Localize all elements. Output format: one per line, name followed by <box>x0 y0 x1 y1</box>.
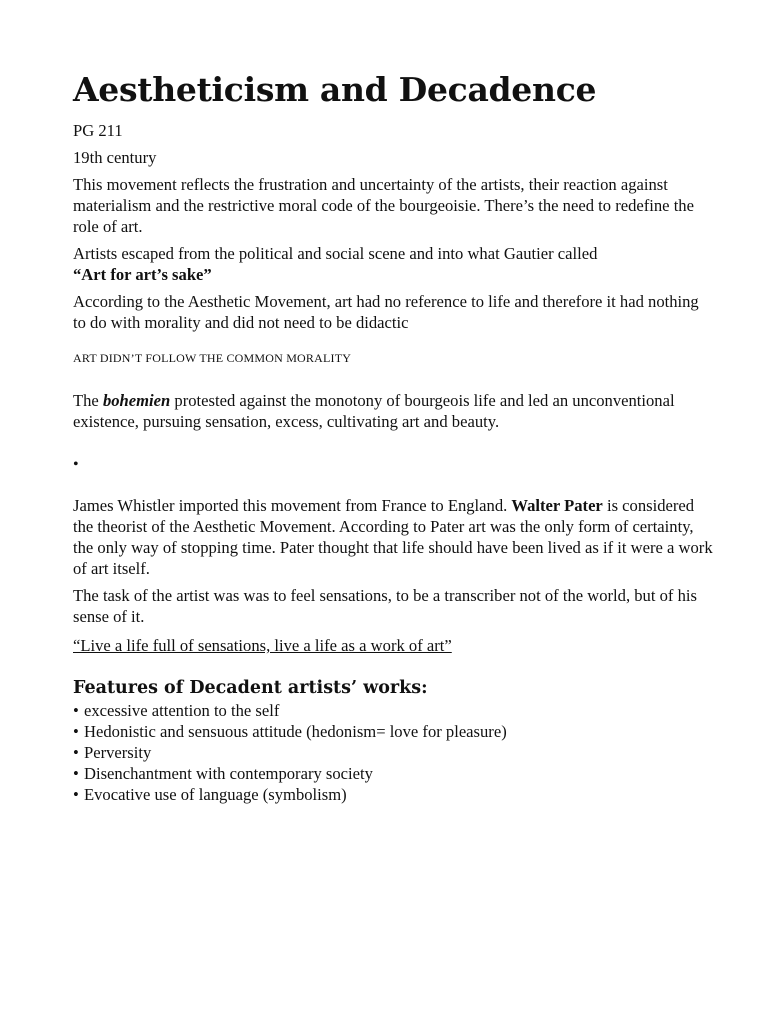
morality-paragraph: According to the Aesthetic Movement, art had no reference to life and therefore it had nothing to do with morality and did not need to be didactic <box>73 292 699 332</box>
walter-pater-name: Walter Pater <box>511 496 603 515</box>
bohemien-term: bohemien <box>102 391 171 410</box>
whistler-post: is considered the theorist of the Aesthetic Movement. According to Pater art was the only form of certainty, the only way of stopping time. Pater thought that life should have been lived as if it were a work of art itself. <box>73 496 713 578</box>
empty-bullet: • <box>73 456 79 473</box>
intro-paragraph: This movement reflects the frustration and uncertainty of the artists, their reaction against materialism and the restrictive moral code of the bourgeoisie. There’s the need to redefine the role of art. <box>73 175 694 236</box>
artist-task-paragraph: The task of the artist was was to feel sensations, to be a transcriber not of the world, but of his sense of it. <box>73 586 697 626</box>
morality-caps-line: ART DIDN’T FOLLOW THE COMMON MORALITY <box>73 351 352 365</box>
whistler-pre: James Whistler imported this movement from France to England. <box>73 496 512 515</box>
list-item: • excessive attention to the self <box>73 700 713 721</box>
document-page <box>73 70 713 805</box>
list-item: • Hedonistic and sensuous attitude (hedonism= love for pleasure) <box>73 721 713 742</box>
life-quote: “Live a life full of sensations, live a life as a work of art” <box>73 636 452 655</box>
list-item: • Disenchantment with contemporary society <box>73 763 713 784</box>
document-title: Aestheticism and Decadence <box>73 70 597 109</box>
bohemien-post: protested against the monotony of bourgeois life and led an unconventional existence, pursuing sensation, excess, cultivating art and beauty. <box>73 391 675 431</box>
art-for-arts-sake-quote: “Art for art’s sake” <box>73 265 212 284</box>
list-item: • Perversity <box>73 742 713 763</box>
whistler-paragraph <box>73 495 713 579</box>
gautier-text: Artists escaped from the political and social scene and into what Gautier called <box>73 244 598 263</box>
features-heading: Features of Decadent artists’ works: <box>73 678 428 698</box>
list-item: • Evocative use of language (symbolism) <box>73 784 713 805</box>
gautier-paragraph <box>73 243 713 285</box>
page-reference: PG 211 <box>73 121 123 140</box>
century-line: 19th century <box>73 148 157 167</box>
bohemien-paragraph <box>73 390 713 432</box>
features-list <box>73 700 713 805</box>
bohemien-pre: The <box>73 391 103 410</box>
